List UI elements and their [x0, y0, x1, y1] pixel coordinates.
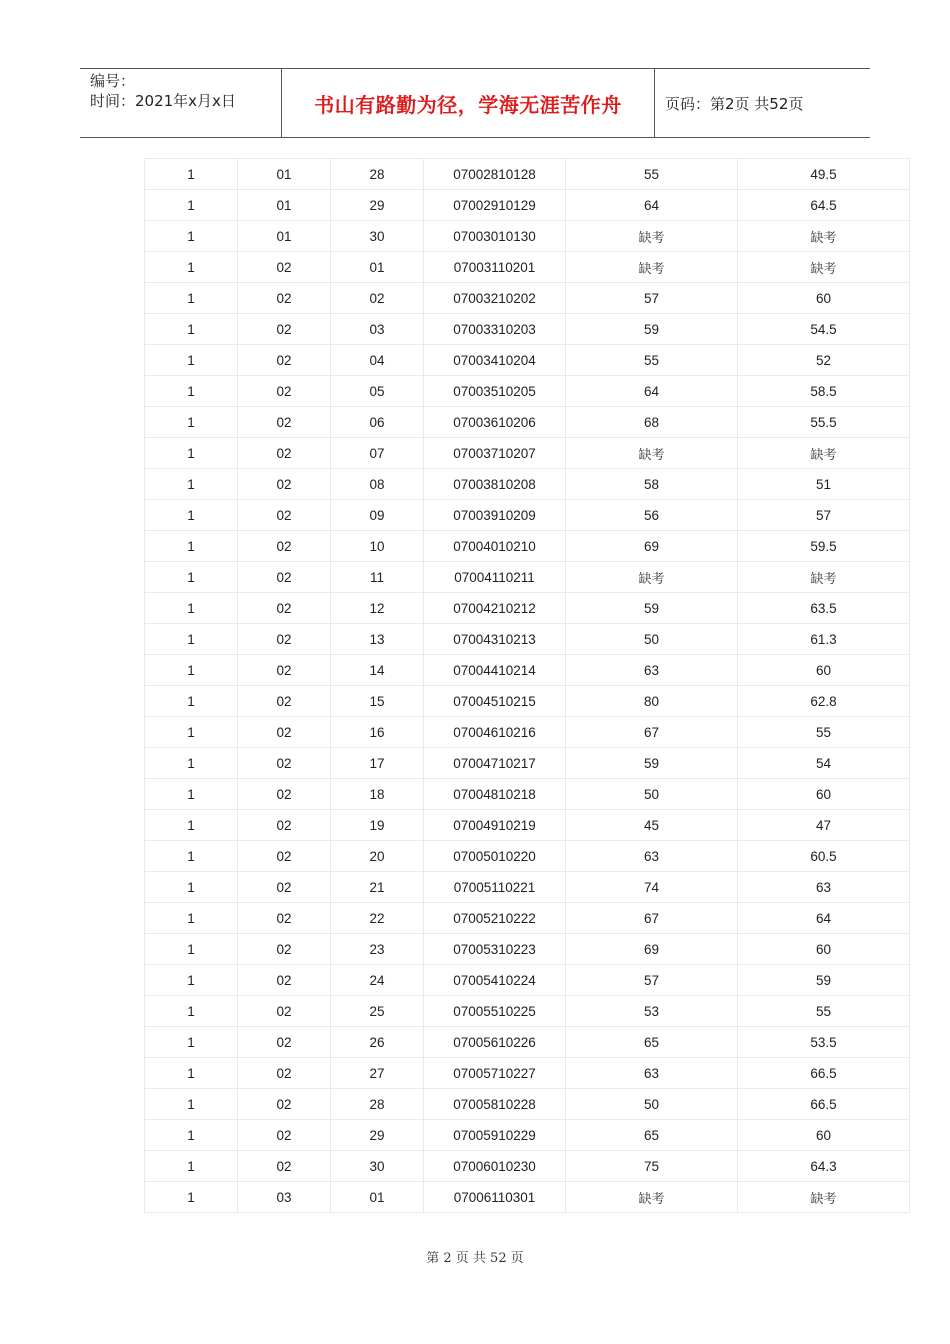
cell-group: 1: [145, 314, 238, 345]
cell-seat: 09: [331, 500, 424, 531]
cell-seat: 18: [331, 779, 424, 810]
cell-exam-id: 07003710207: [424, 438, 566, 469]
cell-exam-id: 07004710217: [424, 748, 566, 779]
cell-class: 02: [238, 469, 331, 500]
cell-class: 02: [238, 965, 331, 996]
page-footer: [0, 1247, 950, 1266]
cell-group: 1: [145, 221, 238, 252]
cell-exam-id: 07005410224: [424, 965, 566, 996]
cell-group: 1: [145, 717, 238, 748]
table-row: [145, 438, 910, 469]
cell-exam-id: 07005810228: [424, 1089, 566, 1120]
cell-group: 1: [145, 748, 238, 779]
cell-seat: 20: [331, 841, 424, 872]
cell-exam-id: 07003910209: [424, 500, 566, 531]
cell-exam-id: 07003210202: [424, 283, 566, 314]
cell-score-2: 64: [738, 903, 910, 934]
table-row: [145, 903, 910, 934]
cell-group: 1: [145, 1120, 238, 1151]
cell-score-2: 54: [738, 748, 910, 779]
cell-class: 01: [238, 159, 331, 190]
cell-class: 02: [238, 934, 331, 965]
cell-score-2: 55: [738, 717, 910, 748]
cell-class: 01: [238, 190, 331, 221]
cell-seat: 29: [331, 190, 424, 221]
cell-score-1: 80: [566, 686, 738, 717]
cell-seat: 21: [331, 872, 424, 903]
cell-score-1: 63: [566, 841, 738, 872]
table-row: [145, 407, 910, 438]
table-row: [145, 779, 910, 810]
cell-seat: 01: [331, 252, 424, 283]
cell-group: 1: [145, 841, 238, 872]
cell-group: 1: [145, 810, 238, 841]
cell-score-1: 50: [566, 1089, 738, 1120]
cell-seat: 14: [331, 655, 424, 686]
cell-seat: 12: [331, 593, 424, 624]
motto-text: 书山有路勤为径，学海无涯苦作舟: [314, 92, 622, 117]
cell-seat: 02: [331, 283, 424, 314]
cell-exam-id: 07005310223: [424, 934, 566, 965]
cell-score-1: 50: [566, 779, 738, 810]
table-row: [145, 717, 910, 748]
cell-class: 02: [238, 1027, 331, 1058]
cell-seat: 05: [331, 376, 424, 407]
cell-score-1: 75: [566, 1151, 738, 1182]
cell-seat: 28: [331, 1089, 424, 1120]
cell-class: 03: [238, 1182, 331, 1213]
cell-exam-id: 07003510205: [424, 376, 566, 407]
cell-score-1: 56: [566, 500, 738, 531]
cell-class: 02: [238, 1089, 331, 1120]
table-row: [145, 1058, 910, 1089]
cell-exam-id: 07005110221: [424, 872, 566, 903]
cell-seat: 03: [331, 314, 424, 345]
cell-seat: 22: [331, 903, 424, 934]
cell-score-2: 47: [738, 810, 910, 841]
cell-group: 1: [145, 562, 238, 593]
cell-seat: 26: [331, 1027, 424, 1058]
cell-score-2: 49.5: [738, 159, 910, 190]
cell-score-1: 59: [566, 593, 738, 624]
cell-class: 02: [238, 1120, 331, 1151]
cell-score-1: 63: [566, 655, 738, 686]
table-row: [145, 841, 910, 872]
table-row: [145, 159, 910, 190]
cell-seat: 08: [331, 469, 424, 500]
cell-class: 02: [238, 841, 331, 872]
cell-score-2: 62.8: [738, 686, 910, 717]
cell-group: 1: [145, 345, 238, 376]
cell-class: 02: [238, 903, 331, 934]
cell-seat: 10: [331, 531, 424, 562]
cell-exam-id: 07004310213: [424, 624, 566, 655]
cell-exam-id: 07004810218: [424, 779, 566, 810]
score-table: [144, 158, 910, 1213]
cell-seat: 04: [331, 345, 424, 376]
cell-group: 1: [145, 779, 238, 810]
cell-exam-id: 07003010130: [424, 221, 566, 252]
cell-score-2: 缺考: [738, 221, 910, 252]
cell-group: 1: [145, 965, 238, 996]
cell-score-1: 67: [566, 717, 738, 748]
cell-score-2: 66.5: [738, 1058, 910, 1089]
cell-score-1: 64: [566, 190, 738, 221]
cell-score-2: 缺考: [738, 252, 910, 283]
cell-score-2: 缺考: [738, 562, 910, 593]
cell-score-2: 54.5: [738, 314, 910, 345]
cell-exam-id: 07006110301: [424, 1182, 566, 1213]
cell-seat: 23: [331, 934, 424, 965]
cell-seat: 30: [331, 221, 424, 252]
table-row: [145, 1027, 910, 1058]
cell-seat: 16: [331, 717, 424, 748]
cell-score-1: 69: [566, 934, 738, 965]
cell-seat: 25: [331, 996, 424, 1027]
cell-score-1: 63: [566, 1058, 738, 1089]
cell-score-2: 59.5: [738, 531, 910, 562]
cell-class: 02: [238, 531, 331, 562]
cell-group: 1: [145, 1058, 238, 1089]
table-row: [145, 376, 910, 407]
cell-group: 1: [145, 655, 238, 686]
table-row: [145, 252, 910, 283]
cell-exam-id: 07002810128: [424, 159, 566, 190]
cell-class: 02: [238, 314, 331, 345]
cell-score-1: 69: [566, 531, 738, 562]
cell-score-1: 65: [566, 1027, 738, 1058]
cell-group: 1: [145, 190, 238, 221]
cell-exam-id: 07004510215: [424, 686, 566, 717]
cell-class: 02: [238, 438, 331, 469]
table-row: [145, 1151, 910, 1182]
cell-group: 1: [145, 624, 238, 655]
cell-seat: 24: [331, 965, 424, 996]
cell-class: 02: [238, 748, 331, 779]
cell-seat: 19: [331, 810, 424, 841]
cell-score-2: 51: [738, 469, 910, 500]
cell-group: 1: [145, 469, 238, 500]
table-row: [145, 283, 910, 314]
cell-group: 1: [145, 500, 238, 531]
cell-score-1: 59: [566, 314, 738, 345]
table-row: [145, 748, 910, 779]
table-row: [145, 624, 910, 655]
cell-group: 1: [145, 934, 238, 965]
table-row: [145, 655, 910, 686]
cell-score-1: 缺考: [566, 252, 738, 283]
cell-seat: 11: [331, 562, 424, 593]
cell-seat: 17: [331, 748, 424, 779]
table-row: [145, 190, 910, 221]
cell-score-1: 45: [566, 810, 738, 841]
cell-score-2: 缺考: [738, 1182, 910, 1213]
cell-score-2: 60.5: [738, 841, 910, 872]
cell-exam-id: 07004110211: [424, 562, 566, 593]
cell-class: 02: [238, 810, 331, 841]
cell-score-2: 64.3: [738, 1151, 910, 1182]
header-meta: [80, 69, 282, 137]
cell-score-2: 60: [738, 779, 910, 810]
cell-class: 01: [238, 221, 331, 252]
cell-exam-id: 07003410204: [424, 345, 566, 376]
cell-exam-id: 07003310203: [424, 314, 566, 345]
cell-group: 1: [145, 686, 238, 717]
cell-exam-id: 07004410214: [424, 655, 566, 686]
cell-exam-id: 07003810208: [424, 469, 566, 500]
cell-group: 1: [145, 872, 238, 903]
cell-class: 02: [238, 996, 331, 1027]
cell-group: 1: [145, 438, 238, 469]
cell-class: 02: [238, 345, 331, 376]
cell-group: 1: [145, 593, 238, 624]
cell-class: 02: [238, 1058, 331, 1089]
table-row: [145, 562, 910, 593]
cell-group: 1: [145, 283, 238, 314]
cell-class: 02: [238, 500, 331, 531]
table-row: [145, 934, 910, 965]
cell-group: 1: [145, 407, 238, 438]
table-row: [145, 345, 910, 376]
table-row: [145, 996, 910, 1027]
table-row: [145, 872, 910, 903]
cell-seat: 13: [331, 624, 424, 655]
cell-score-1: 67: [566, 903, 738, 934]
number-label: 编号：: [90, 72, 136, 90]
cell-exam-id: 07005510225: [424, 996, 566, 1027]
cell-score-1: 64: [566, 376, 738, 407]
cell-class: 02: [238, 252, 331, 283]
header-motto-cell: [282, 69, 655, 137]
cell-score-2: 59: [738, 965, 910, 996]
page-header: [80, 68, 870, 138]
cell-seat: 30: [331, 1151, 424, 1182]
cell-seat: 15: [331, 686, 424, 717]
cell-exam-id: 07003110201: [424, 252, 566, 283]
cell-exam-id: 07005210222: [424, 903, 566, 934]
table-row: [145, 1182, 910, 1213]
cell-score-2: 63.5: [738, 593, 910, 624]
cell-exam-id: 07003610206: [424, 407, 566, 438]
cell-exam-id: 07004610216: [424, 717, 566, 748]
cell-score-2: 60: [738, 1120, 910, 1151]
cell-score-1: 缺考: [566, 1182, 738, 1213]
cell-score-2: 缺考: [738, 438, 910, 469]
cell-score-2: 61.3: [738, 624, 910, 655]
cell-score-1: 缺考: [566, 221, 738, 252]
cell-class: 02: [238, 593, 331, 624]
cell-exam-id: 07005710227: [424, 1058, 566, 1089]
cell-score-1: 57: [566, 965, 738, 996]
cell-class: 02: [238, 717, 331, 748]
cell-seat: 27: [331, 1058, 424, 1089]
cell-score-1: 57: [566, 283, 738, 314]
cell-exam-id: 07005010220: [424, 841, 566, 872]
cell-exam-id: 07005610226: [424, 1027, 566, 1058]
cell-class: 02: [238, 624, 331, 655]
cell-score-2: 55.5: [738, 407, 910, 438]
table-row: [145, 1089, 910, 1120]
page-code-text: 页码：第2页 共52页: [665, 94, 804, 113]
cell-exam-id: 07005910229: [424, 1120, 566, 1151]
table-row: [145, 965, 910, 996]
cell-score-1: 59: [566, 748, 738, 779]
cell-exam-id: 07004010210: [424, 531, 566, 562]
cell-score-2: 60: [738, 934, 910, 965]
cell-score-2: 66.5: [738, 1089, 910, 1120]
table-row: [145, 221, 910, 252]
table-row: [145, 593, 910, 624]
cell-score-1: 65: [566, 1120, 738, 1151]
cell-seat: 28: [331, 159, 424, 190]
cell-score-1: 缺考: [566, 438, 738, 469]
cell-class: 02: [238, 283, 331, 314]
cell-score-2: 53.5: [738, 1027, 910, 1058]
cell-seat: 06: [331, 407, 424, 438]
cell-group: 1: [145, 903, 238, 934]
cell-score-1: 68: [566, 407, 738, 438]
table-row: [145, 686, 910, 717]
cell-score-2: 58.5: [738, 376, 910, 407]
cell-exam-id: 07006010230: [424, 1151, 566, 1182]
cell-class: 02: [238, 1151, 331, 1182]
table-row: [145, 500, 910, 531]
cell-group: 1: [145, 1089, 238, 1120]
cell-score-1: 74: [566, 872, 738, 903]
cell-score-1: 55: [566, 345, 738, 376]
cell-score-1: 55: [566, 159, 738, 190]
cell-group: 1: [145, 1182, 238, 1213]
cell-seat: 01: [331, 1182, 424, 1213]
cell-exam-id: 07004210212: [424, 593, 566, 624]
cell-score-1: 50: [566, 624, 738, 655]
cell-seat: 07: [331, 438, 424, 469]
cell-score-2: 52: [738, 345, 910, 376]
cell-score-2: 60: [738, 283, 910, 314]
cell-score-2: 63: [738, 872, 910, 903]
cell-score-2: 60: [738, 655, 910, 686]
cell-score-1: 缺考: [566, 562, 738, 593]
cell-group: 1: [145, 1027, 238, 1058]
cell-class: 02: [238, 376, 331, 407]
cell-seat: 29: [331, 1120, 424, 1151]
cell-class: 02: [238, 686, 331, 717]
table-row: [145, 531, 910, 562]
cell-score-2: 55: [738, 996, 910, 1027]
cell-score-1: 58: [566, 469, 738, 500]
cell-class: 02: [238, 655, 331, 686]
cell-class: 02: [238, 562, 331, 593]
cell-group: 1: [145, 376, 238, 407]
cell-group: 1: [145, 159, 238, 190]
cell-score-2: 57: [738, 500, 910, 531]
cell-group: 1: [145, 252, 238, 283]
table-row: [145, 314, 910, 345]
cell-class: 02: [238, 872, 331, 903]
cell-exam-id: 07002910129: [424, 190, 566, 221]
cell-group: 1: [145, 996, 238, 1027]
cell-score-1: 53: [566, 996, 738, 1027]
score-table-body: [145, 159, 910, 1213]
cell-group: 1: [145, 1151, 238, 1182]
table-row: [145, 469, 910, 500]
header-page-code: [655, 69, 870, 137]
cell-exam-id: 07004910219: [424, 810, 566, 841]
cell-class: 02: [238, 779, 331, 810]
cell-class: 02: [238, 407, 331, 438]
time-label: 时间：2021年x月x日: [90, 92, 236, 110]
table-row: [145, 810, 910, 841]
cell-score-2: 64.5: [738, 190, 910, 221]
footer-page-number: 第 2 页 共 52 页: [426, 1251, 524, 1266]
table-row: [145, 1120, 910, 1151]
cell-group: 1: [145, 531, 238, 562]
